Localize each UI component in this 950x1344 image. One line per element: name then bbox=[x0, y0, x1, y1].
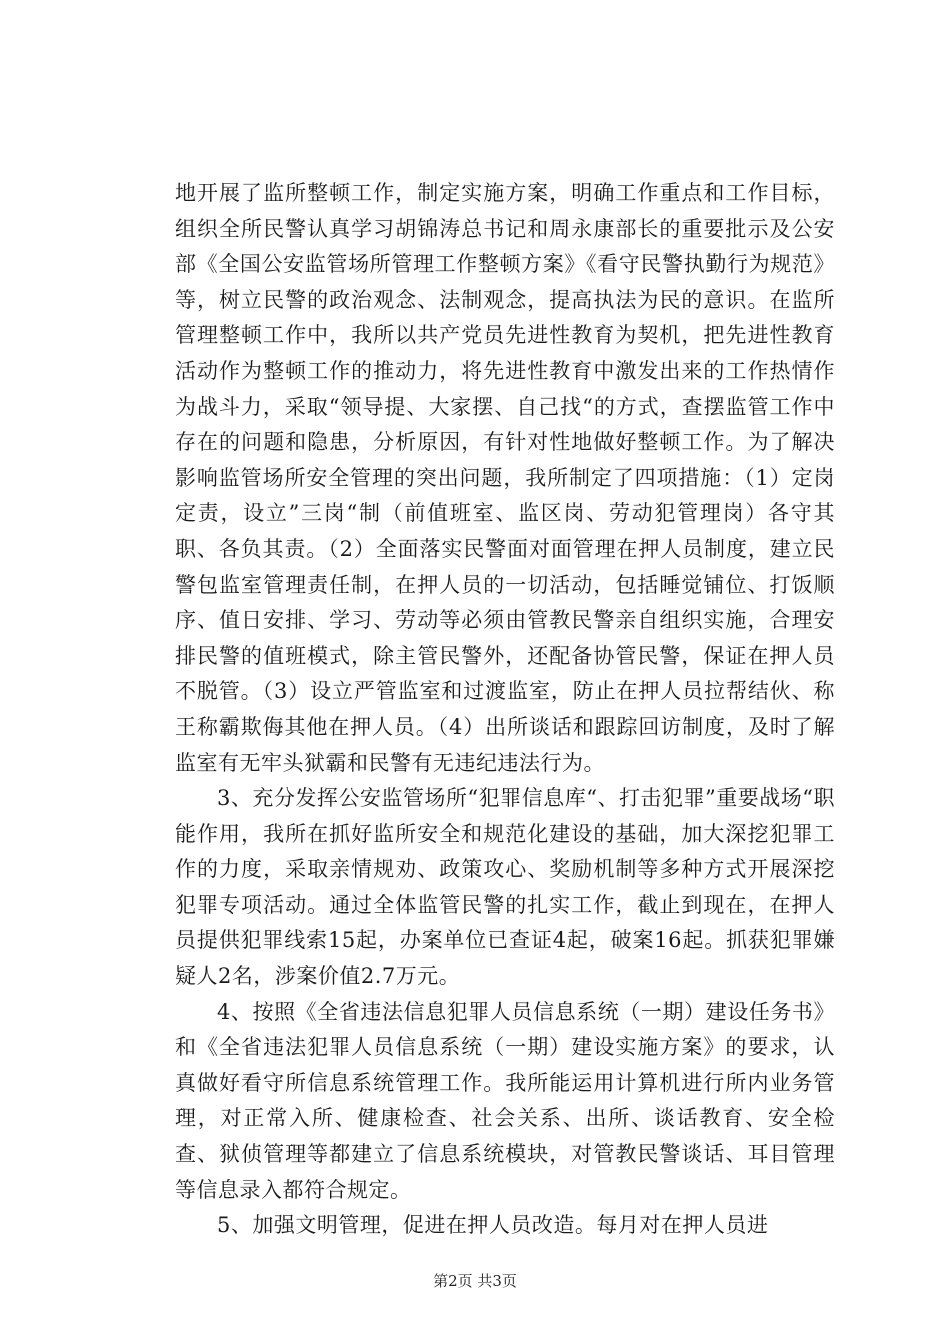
paragraph-item-4: 4、按照《全省违法信息犯罪人员信息系统（一期）建设任务书》和《全省违法犯罪人员信息系统（一期）建设实施方案》的要求，认真做好看守所信息系统管理工作。我所能运用计算机进行所内业务管理，对正常入所、健康检查、社会关系、出所、谈话教育、安全检查、狱侦管理等都建立了信息系统模块，对管教民警谈话、耳目管理等信息录入都符合规定。 bbox=[175, 999, 835, 1202]
paragraph-continuation: 地开展了监所整顿工作，制定实施方案，明确工作重点和工作目标，组织全所民警认真学习胡锦涛总书记和周永康部长的重要批示及公安部《全国公安监管场所管理工作整顿方案》《看守民警执勤行为规范》等，树立民警的政治观念、法制观念，提高执法为民的意识。在监所管理整顿工作中，我所以共产党员先进性教育为契机，把先进性教育活动作为整顿工作的推动力，将先进性教育中激发出来的工作热情作为战斗力，采取“领导提、大家摆、自己找“的方式，查摆监管工作中存在的问题和隐患，分析原因，有针对性地做好整顿工作。为了解决影响监管场所安全管理的突出问题，我所制定了四项措施：（1）定岗定责，设立”三岗“制（前值班室、监区岗、劳动犯管理岗）各守其职、各负其责。（2）全面落实民警面对面管理在押人员制度，建立民警包监室管理责任制，在押人员的一切活动，包括睡觉铺位、打饭顺序、值日安排、学习、劳动等必须由管教民警亲自组织实施，合理安排民警的值班模式，除主管民警外，还配备协管民警，保证在押人员不脱管。（3）设立严管监室和过渡监室，防止在押人员拉帮结伙、称王称霸欺侮其他在押人员。（4）出所谈话和跟踪回访制度，及时了解监室有无牢头狱霸和民警有无违纪违法行为。 bbox=[175, 181, 835, 775]
paragraph-item-3: 3、充分发挥公安监管场所“犯罪信息库“、打击犯罪”重要战场“职能作用，我所在抓好监所安全和规范化建设的基础，加大深挖犯罪工作的力度，采取亲情规劝、政策攻心、奖励机制等多种方式开展深挖犯罪专项活动。通过全体监管民警的扎实工作，截止到现在，在押人员提供犯罪线索15起，办案单位已查证4起，破案16起。抓获犯罪嫌疑人2名，涉案价值2.7万元。 bbox=[175, 786, 835, 989]
document-body bbox=[175, 176, 835, 1244]
paragraph-item-5: 5、加强文明管理，促进在押人员改造。每月对在押人员进 bbox=[217, 1213, 769, 1238]
page-footer: 第2页 共3页 bbox=[433, 1272, 517, 1290]
